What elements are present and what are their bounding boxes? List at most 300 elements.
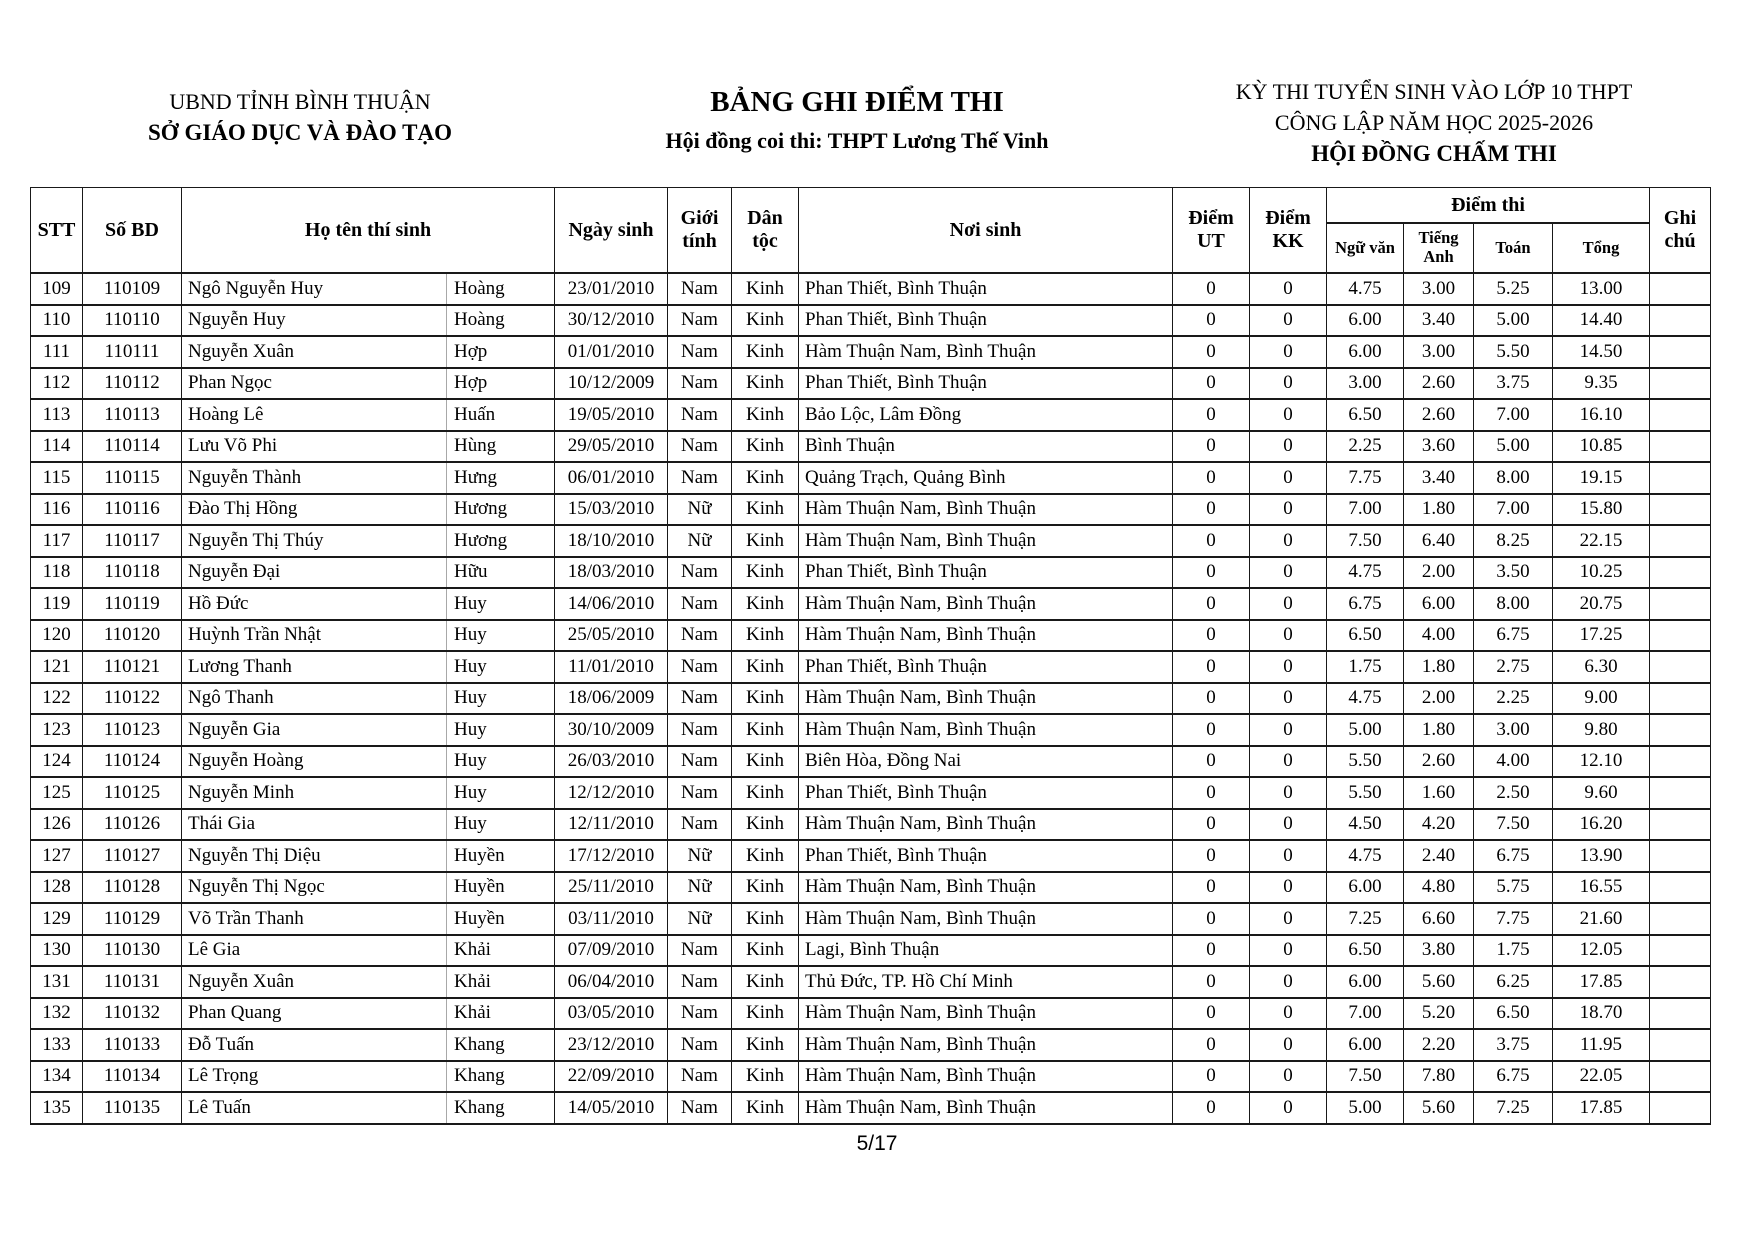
cell-noi-sinh: Phan Thiết, Bình Thuận bbox=[799, 777, 1173, 809]
cell-tong: 9.60 bbox=[1553, 777, 1650, 809]
ho-ten-layout bbox=[182, 936, 554, 966]
cell-stt: 129 bbox=[31, 903, 83, 935]
ho-ten-layout bbox=[182, 306, 554, 336]
ho-dem-text: Nguyễn Thị Ngọc bbox=[188, 876, 325, 898]
cell-gioi-tinh: Nam bbox=[668, 998, 732, 1030]
cell-dan-toc: Kinh bbox=[732, 935, 799, 967]
ten-text: Huấn bbox=[446, 400, 554, 430]
cell-diem-kk: 0 bbox=[1250, 399, 1327, 431]
table-row bbox=[31, 746, 1711, 778]
cell-gioi-tinh: Nam bbox=[668, 714, 732, 746]
cell-tieng-anh: 3.40 bbox=[1404, 462, 1474, 494]
cell-toan: 5.50 bbox=[1474, 336, 1553, 368]
cell-tong: 14.50 bbox=[1553, 336, 1650, 368]
cell-tong: 22.05 bbox=[1553, 1061, 1650, 1093]
cell-so-bd: 110129 bbox=[83, 903, 182, 935]
cell-tieng-anh: 5.20 bbox=[1404, 998, 1474, 1030]
col-header-diem-thi: Điểm thi bbox=[1327, 188, 1650, 224]
cell-tieng-anh: 1.60 bbox=[1404, 777, 1474, 809]
cell-noi-sinh: Hàm Thuận Nam, Bình Thuận bbox=[799, 998, 1173, 1030]
grading-council-line: HỘI ĐỒNG CHẤM THI bbox=[1311, 141, 1557, 167]
cell-toan: 5.00 bbox=[1474, 305, 1553, 337]
cell-diem-kk: 0 bbox=[1250, 935, 1327, 967]
cell-toan: 8.25 bbox=[1474, 525, 1553, 557]
cell-diem-kk: 0 bbox=[1250, 651, 1327, 683]
cell-ngay-sinh: 01/01/2010 bbox=[555, 336, 668, 368]
table-row bbox=[31, 431, 1711, 463]
cell-tong: 12.10 bbox=[1553, 746, 1650, 778]
cell-diem-ut: 0 bbox=[1173, 1092, 1250, 1124]
ho-dem-text: Phan Ngọc bbox=[188, 372, 272, 394]
ten-text: Huyền bbox=[446, 873, 554, 903]
cell-diem-ut: 0 bbox=[1173, 399, 1250, 431]
document-title-block bbox=[600, 76, 1114, 171]
cell-tong: 17.85 bbox=[1553, 966, 1650, 998]
cell-ho-ten bbox=[182, 525, 555, 557]
cell-ngay-sinh: 26/03/2010 bbox=[555, 746, 668, 778]
cell-noi-sinh: Hàm Thuận Nam, Bình Thuận bbox=[799, 1029, 1173, 1061]
cell-diem-ut: 0 bbox=[1173, 998, 1250, 1030]
cell-gioi-tinh: Nam bbox=[668, 588, 732, 620]
cell-tieng-anh: 2.60 bbox=[1404, 368, 1474, 400]
ho-dem-text: Lê Trọng bbox=[188, 1065, 259, 1087]
table-row bbox=[31, 683, 1711, 715]
ho-dem-text: Huỳnh Trần Nhật bbox=[188, 624, 322, 646]
cell-gioi-tinh: Nữ bbox=[668, 872, 732, 904]
cell-diem-kk: 0 bbox=[1250, 872, 1327, 904]
table-row bbox=[31, 840, 1711, 872]
col-header-toan: Toán bbox=[1474, 223, 1553, 273]
cell-diem-ut: 0 bbox=[1173, 714, 1250, 746]
ten-text: Huyền bbox=[446, 904, 554, 934]
cell-ghi-chu bbox=[1650, 840, 1711, 872]
col-header-noi-sinh: Nơi sinh bbox=[799, 188, 1173, 274]
cell-diem-ut: 0 bbox=[1173, 431, 1250, 463]
cell-tong: 10.85 bbox=[1553, 431, 1650, 463]
ho-ten-layout bbox=[182, 589, 554, 619]
table-row bbox=[31, 273, 1711, 305]
authority-parent-name: UBND TỈNH BÌNH THUẬN bbox=[169, 89, 431, 114]
cell-ngu-van: 6.50 bbox=[1327, 935, 1404, 967]
cell-ngu-van: 5.50 bbox=[1327, 746, 1404, 778]
cell-so-bd: 110133 bbox=[83, 1029, 182, 1061]
cell-diem-kk: 0 bbox=[1250, 368, 1327, 400]
cell-dan-toc: Kinh bbox=[732, 746, 799, 778]
cell-ngay-sinh: 25/11/2010 bbox=[555, 872, 668, 904]
cell-diem-kk: 0 bbox=[1250, 966, 1327, 998]
cell-toan: 3.50 bbox=[1474, 557, 1553, 589]
cell-diem-kk: 0 bbox=[1250, 903, 1327, 935]
cell-noi-sinh: Hàm Thuận Nam, Bình Thuận bbox=[799, 494, 1173, 526]
cell-ngay-sinh: 23/12/2010 bbox=[555, 1029, 668, 1061]
ten-text: Huy bbox=[446, 778, 554, 808]
ten-text: Huy bbox=[446, 652, 554, 682]
cell-toan: 3.75 bbox=[1474, 1029, 1553, 1061]
cell-noi-sinh: Quảng Trạch, Quảng Bình bbox=[799, 462, 1173, 494]
ten-text: Huy bbox=[446, 810, 554, 840]
table-row bbox=[31, 557, 1711, 589]
cell-ghi-chu bbox=[1650, 651, 1711, 683]
cell-tong: 22.15 bbox=[1553, 525, 1650, 557]
ten-text: Khang bbox=[446, 1062, 554, 1092]
cell-diem-kk: 0 bbox=[1250, 494, 1327, 526]
cell-ngu-van: 2.25 bbox=[1327, 431, 1404, 463]
cell-tieng-anh: 5.60 bbox=[1404, 1092, 1474, 1124]
cell-ngu-van: 6.50 bbox=[1327, 620, 1404, 652]
cell-ngay-sinh: 18/03/2010 bbox=[555, 557, 668, 589]
table-row bbox=[31, 903, 1711, 935]
col-header-diem-ut: Điểm UT bbox=[1173, 188, 1250, 274]
cell-dan-toc: Kinh bbox=[732, 714, 799, 746]
exam-session-block bbox=[1114, 76, 1754, 171]
cell-tieng-anh: 3.60 bbox=[1404, 431, 1474, 463]
cell-tong: 17.25 bbox=[1553, 620, 1650, 652]
cell-tieng-anh: 7.80 bbox=[1404, 1061, 1474, 1093]
cell-ngu-van: 4.50 bbox=[1327, 809, 1404, 841]
cell-tieng-anh: 4.20 bbox=[1404, 809, 1474, 841]
cell-tong: 18.70 bbox=[1553, 998, 1650, 1030]
cell-so-bd: 110125 bbox=[83, 777, 182, 809]
ho-ten-layout bbox=[182, 999, 554, 1029]
cell-stt: 117 bbox=[31, 525, 83, 557]
table-row bbox=[31, 966, 1711, 998]
cell-ghi-chu bbox=[1650, 935, 1711, 967]
cell-diem-kk: 0 bbox=[1250, 620, 1327, 652]
score-table-body bbox=[31, 273, 1711, 1124]
ten-text: Hương bbox=[446, 495, 554, 525]
cell-diem-ut: 0 bbox=[1173, 872, 1250, 904]
cell-dan-toc: Kinh bbox=[732, 1061, 799, 1093]
cell-diem-ut: 0 bbox=[1173, 683, 1250, 715]
col-header-ngay-sinh: Ngày sinh bbox=[555, 188, 668, 274]
ho-ten-layout bbox=[182, 526, 554, 556]
ten-text: Huy bbox=[446, 621, 554, 651]
cell-so-bd: 110128 bbox=[83, 872, 182, 904]
cell-ngu-van: 4.75 bbox=[1327, 273, 1404, 305]
cell-toan: 5.00 bbox=[1474, 431, 1553, 463]
cell-stt: 132 bbox=[31, 998, 83, 1030]
table-row bbox=[31, 714, 1711, 746]
cell-ghi-chu bbox=[1650, 966, 1711, 998]
cell-ho-ten bbox=[182, 368, 555, 400]
cell-gioi-tinh: Nam bbox=[668, 557, 732, 589]
ho-ten-layout bbox=[182, 1030, 554, 1060]
exam-council-subtitle: Hội đồng coi thi: THPT Lương Thế Vinh bbox=[665, 128, 1049, 154]
cell-toan: 4.00 bbox=[1474, 746, 1553, 778]
cell-gioi-tinh: Nam bbox=[668, 1029, 732, 1061]
cell-diem-ut: 0 bbox=[1173, 966, 1250, 998]
cell-diem-kk: 0 bbox=[1250, 1029, 1327, 1061]
cell-so-bd: 110122 bbox=[83, 683, 182, 715]
cell-diem-kk: 0 bbox=[1250, 336, 1327, 368]
cell-diem-kk: 0 bbox=[1250, 525, 1327, 557]
ho-ten-layout bbox=[182, 715, 554, 745]
cell-ngu-van: 1.75 bbox=[1327, 651, 1404, 683]
cell-tong: 16.10 bbox=[1553, 399, 1650, 431]
cell-stt: 135 bbox=[31, 1092, 83, 1124]
cell-ngu-van: 6.00 bbox=[1327, 336, 1404, 368]
cell-ghi-chu bbox=[1650, 998, 1711, 1030]
ho-ten-layout bbox=[182, 684, 554, 714]
table-row bbox=[31, 809, 1711, 841]
cell-dan-toc: Kinh bbox=[732, 872, 799, 904]
cell-diem-kk: 0 bbox=[1250, 683, 1327, 715]
cell-diem-ut: 0 bbox=[1173, 368, 1250, 400]
cell-ngay-sinh: 10/12/2009 bbox=[555, 368, 668, 400]
cell-noi-sinh: Phan Thiết, Bình Thuận bbox=[799, 651, 1173, 683]
cell-gioi-tinh: Nam bbox=[668, 462, 732, 494]
cell-dan-toc: Kinh bbox=[732, 840, 799, 872]
ho-ten-layout bbox=[182, 873, 554, 903]
cell-stt: 115 bbox=[31, 462, 83, 494]
cell-dan-toc: Kinh bbox=[732, 903, 799, 935]
cell-noi-sinh: Hàm Thuận Nam, Bình Thuận bbox=[799, 336, 1173, 368]
cell-diem-ut: 0 bbox=[1173, 903, 1250, 935]
cell-noi-sinh: Hàm Thuận Nam, Bình Thuận bbox=[799, 809, 1173, 841]
cell-ngu-van: 3.00 bbox=[1327, 368, 1404, 400]
cell-ngay-sinh: 14/05/2010 bbox=[555, 1092, 668, 1124]
cell-noi-sinh: Biên Hòa, Đồng Nai bbox=[799, 746, 1173, 778]
cell-diem-kk: 0 bbox=[1250, 714, 1327, 746]
cell-dan-toc: Kinh bbox=[732, 1092, 799, 1124]
cell-diem-ut: 0 bbox=[1173, 1061, 1250, 1093]
score-table-header bbox=[31, 188, 1711, 274]
cell-ngay-sinh: 14/06/2010 bbox=[555, 588, 668, 620]
ho-dem-text: Lê Tuấn bbox=[188, 1096, 251, 1118]
cell-ngu-van: 6.00 bbox=[1327, 872, 1404, 904]
table-row bbox=[31, 399, 1711, 431]
cell-ngay-sinh: 30/10/2009 bbox=[555, 714, 668, 746]
cell-tieng-anh: 6.60 bbox=[1404, 903, 1474, 935]
cell-ho-ten bbox=[182, 494, 555, 526]
ho-ten-layout bbox=[182, 369, 554, 399]
table-row bbox=[31, 494, 1711, 526]
cell-ngay-sinh: 15/03/2010 bbox=[555, 494, 668, 526]
cell-dan-toc: Kinh bbox=[732, 305, 799, 337]
cell-ngu-van: 5.00 bbox=[1327, 714, 1404, 746]
cell-noi-sinh: Hàm Thuận Nam, Bình Thuận bbox=[799, 872, 1173, 904]
cell-stt: 112 bbox=[31, 368, 83, 400]
cell-so-bd: 110130 bbox=[83, 935, 182, 967]
cell-diem-kk: 0 bbox=[1250, 305, 1327, 337]
cell-dan-toc: Kinh bbox=[732, 683, 799, 715]
table-row bbox=[31, 462, 1711, 494]
cell-ngu-van: 6.75 bbox=[1327, 588, 1404, 620]
cell-stt: 122 bbox=[31, 683, 83, 715]
cell-ngu-van: 7.75 bbox=[1327, 462, 1404, 494]
cell-ngu-van: 7.00 bbox=[1327, 494, 1404, 526]
cell-tieng-anh: 6.40 bbox=[1404, 525, 1474, 557]
ten-text: Hợp bbox=[446, 337, 554, 367]
cell-noi-sinh: Hàm Thuận Nam, Bình Thuận bbox=[799, 1061, 1173, 1093]
ten-text: Huyền bbox=[446, 841, 554, 871]
table-row bbox=[31, 1092, 1711, 1124]
cell-ho-ten bbox=[182, 431, 555, 463]
cell-stt: 126 bbox=[31, 809, 83, 841]
cell-tong: 11.95 bbox=[1553, 1029, 1650, 1061]
cell-gioi-tinh: Nam bbox=[668, 651, 732, 683]
cell-ho-ten bbox=[182, 1029, 555, 1061]
cell-diem-ut: 0 bbox=[1173, 777, 1250, 809]
cell-tong: 21.60 bbox=[1553, 903, 1650, 935]
ten-text: Khải bbox=[446, 999, 554, 1029]
header-row-top bbox=[31, 188, 1711, 224]
cell-tong: 17.85 bbox=[1553, 1092, 1650, 1124]
cell-tong: 10.25 bbox=[1553, 557, 1650, 589]
cell-toan: 8.00 bbox=[1474, 462, 1553, 494]
issuing-authority-block bbox=[0, 76, 600, 171]
cell-toan: 7.00 bbox=[1474, 399, 1553, 431]
cell-tieng-anh: 2.60 bbox=[1404, 399, 1474, 431]
cell-ngu-van: 6.00 bbox=[1327, 1029, 1404, 1061]
ho-dem-text: Nguyễn Đại bbox=[188, 561, 281, 583]
cell-toan: 6.75 bbox=[1474, 620, 1553, 652]
cell-gioi-tinh: Nam bbox=[668, 1092, 732, 1124]
col-header-tong: Tổng bbox=[1553, 223, 1650, 273]
ho-ten-layout bbox=[182, 495, 554, 525]
cell-toan: 6.75 bbox=[1474, 1061, 1553, 1093]
cell-tieng-anh: 2.20 bbox=[1404, 1029, 1474, 1061]
cell-stt: 133 bbox=[31, 1029, 83, 1061]
cell-ngu-van: 7.50 bbox=[1327, 1061, 1404, 1093]
col-header-tieng-anh: Tiếng Anh bbox=[1404, 223, 1474, 273]
cell-gioi-tinh: Nam bbox=[668, 809, 732, 841]
cell-diem-kk: 0 bbox=[1250, 998, 1327, 1030]
ho-dem-text: Ngô Nguyễn Huy bbox=[188, 277, 324, 299]
ten-text: Khải bbox=[446, 936, 554, 966]
cell-so-bd: 110119 bbox=[83, 588, 182, 620]
cell-tieng-anh: 1.80 bbox=[1404, 714, 1474, 746]
cell-stt: 131 bbox=[31, 966, 83, 998]
cell-dan-toc: Kinh bbox=[732, 620, 799, 652]
cell-diem-ut: 0 bbox=[1173, 557, 1250, 589]
cell-ghi-chu bbox=[1650, 714, 1711, 746]
ho-dem-text: Lương Thanh bbox=[188, 655, 292, 677]
cell-noi-sinh: Phan Thiết, Bình Thuận bbox=[799, 305, 1173, 337]
ho-dem-text: Ngô Thanh bbox=[188, 687, 274, 709]
cell-ghi-chu bbox=[1650, 809, 1711, 841]
ho-ten-layout bbox=[182, 778, 554, 808]
cell-so-bd: 110123 bbox=[83, 714, 182, 746]
ho-ten-layout bbox=[182, 652, 554, 682]
cell-tong: 9.00 bbox=[1553, 683, 1650, 715]
cell-stt: 130 bbox=[31, 935, 83, 967]
cell-ghi-chu bbox=[1650, 777, 1711, 809]
ho-dem-text: Thái Gia bbox=[188, 813, 256, 835]
cell-ghi-chu bbox=[1650, 683, 1711, 715]
cell-ho-ten bbox=[182, 714, 555, 746]
ten-text: Huy bbox=[446, 747, 554, 777]
page-title: BẢNG GHI ĐIỂM THI bbox=[710, 86, 1004, 118]
cell-dan-toc: Kinh bbox=[732, 462, 799, 494]
cell-so-bd: 110116 bbox=[83, 494, 182, 526]
ho-ten-layout bbox=[182, 747, 554, 777]
cell-ghi-chu bbox=[1650, 1029, 1711, 1061]
cell-ngu-van: 6.50 bbox=[1327, 399, 1404, 431]
cell-noi-sinh: Hàm Thuận Nam, Bình Thuận bbox=[799, 683, 1173, 715]
ho-dem-text: Đỗ Tuấn bbox=[188, 1033, 254, 1055]
cell-tieng-anh: 1.80 bbox=[1404, 494, 1474, 526]
cell-toan: 3.75 bbox=[1474, 368, 1553, 400]
cell-dan-toc: Kinh bbox=[732, 494, 799, 526]
cell-so-bd: 110115 bbox=[83, 462, 182, 494]
cell-gioi-tinh: Nam bbox=[668, 620, 732, 652]
table-row bbox=[31, 998, 1711, 1030]
cell-toan: 1.75 bbox=[1474, 935, 1553, 967]
table-row bbox=[31, 777, 1711, 809]
cell-gioi-tinh: Nam bbox=[668, 935, 732, 967]
cell-dan-toc: Kinh bbox=[732, 809, 799, 841]
ho-ten-layout bbox=[182, 1062, 554, 1092]
cell-ghi-chu bbox=[1650, 399, 1711, 431]
ten-text: Khải bbox=[446, 967, 554, 997]
cell-diem-ut: 0 bbox=[1173, 494, 1250, 526]
cell-tieng-anh: 5.60 bbox=[1404, 966, 1474, 998]
ho-dem-text: Hồ Đức bbox=[188, 592, 249, 614]
ho-dem-text: Nguyễn Xuân bbox=[188, 970, 295, 992]
cell-ho-ten bbox=[182, 683, 555, 715]
cell-so-bd: 110132 bbox=[83, 998, 182, 1030]
cell-diem-kk: 0 bbox=[1250, 431, 1327, 463]
cell-diem-ut: 0 bbox=[1173, 1029, 1250, 1061]
cell-diem-ut: 0 bbox=[1173, 273, 1250, 305]
cell-ho-ten bbox=[182, 777, 555, 809]
cell-diem-ut: 0 bbox=[1173, 462, 1250, 494]
cell-ho-ten bbox=[182, 399, 555, 431]
cell-ngu-van: 4.75 bbox=[1327, 683, 1404, 715]
cell-diem-ut: 0 bbox=[1173, 525, 1250, 557]
cell-diem-ut: 0 bbox=[1173, 620, 1250, 652]
cell-noi-sinh: Hàm Thuận Nam, Bình Thuận bbox=[799, 525, 1173, 557]
cell-tieng-anh: 4.00 bbox=[1404, 620, 1474, 652]
cell-ghi-chu bbox=[1650, 525, 1711, 557]
ho-dem-text: Lê Gia bbox=[188, 939, 241, 961]
ho-ten-layout bbox=[182, 400, 554, 430]
cell-gioi-tinh: Nam bbox=[668, 683, 732, 715]
ho-dem-text: Nguyễn Thị Diệu bbox=[188, 844, 321, 866]
cell-gioi-tinh: Nữ bbox=[668, 494, 732, 526]
ten-text: Huy bbox=[446, 715, 554, 745]
cell-dan-toc: Kinh bbox=[732, 1029, 799, 1061]
cell-diem-kk: 0 bbox=[1250, 462, 1327, 494]
cell-noi-sinh: Hàm Thuận Nam, Bình Thuận bbox=[799, 588, 1173, 620]
cell-ghi-chu bbox=[1650, 557, 1711, 589]
cell-ho-ten bbox=[182, 462, 555, 494]
cell-stt: 134 bbox=[31, 1061, 83, 1093]
cell-ho-ten bbox=[182, 620, 555, 652]
cell-tieng-anh: 3.80 bbox=[1404, 935, 1474, 967]
cell-toan: 8.00 bbox=[1474, 588, 1553, 620]
cell-gioi-tinh: Nam bbox=[668, 746, 732, 778]
cell-ngu-van: 7.50 bbox=[1327, 525, 1404, 557]
cell-diem-ut: 0 bbox=[1173, 746, 1250, 778]
cell-ho-ten bbox=[182, 273, 555, 305]
score-table bbox=[30, 187, 1711, 1125]
cell-diem-kk: 0 bbox=[1250, 273, 1327, 305]
table-row bbox=[31, 336, 1711, 368]
cell-dan-toc: Kinh bbox=[732, 777, 799, 809]
cell-noi-sinh: Bảo Lộc, Lâm Đồng bbox=[799, 399, 1173, 431]
cell-so-bd: 110118 bbox=[83, 557, 182, 589]
ho-dem-text: Phan Quang bbox=[188, 1002, 282, 1024]
cell-noi-sinh: Lagi, Bình Thuận bbox=[799, 935, 1173, 967]
cell-ghi-chu bbox=[1650, 620, 1711, 652]
col-header-ho-ten: Họ tên thí sinh bbox=[182, 188, 555, 274]
cell-ghi-chu bbox=[1650, 872, 1711, 904]
ten-text: Hùng bbox=[446, 432, 554, 462]
ho-ten-layout bbox=[182, 810, 554, 840]
cell-ngay-sinh: 03/05/2010 bbox=[555, 998, 668, 1030]
